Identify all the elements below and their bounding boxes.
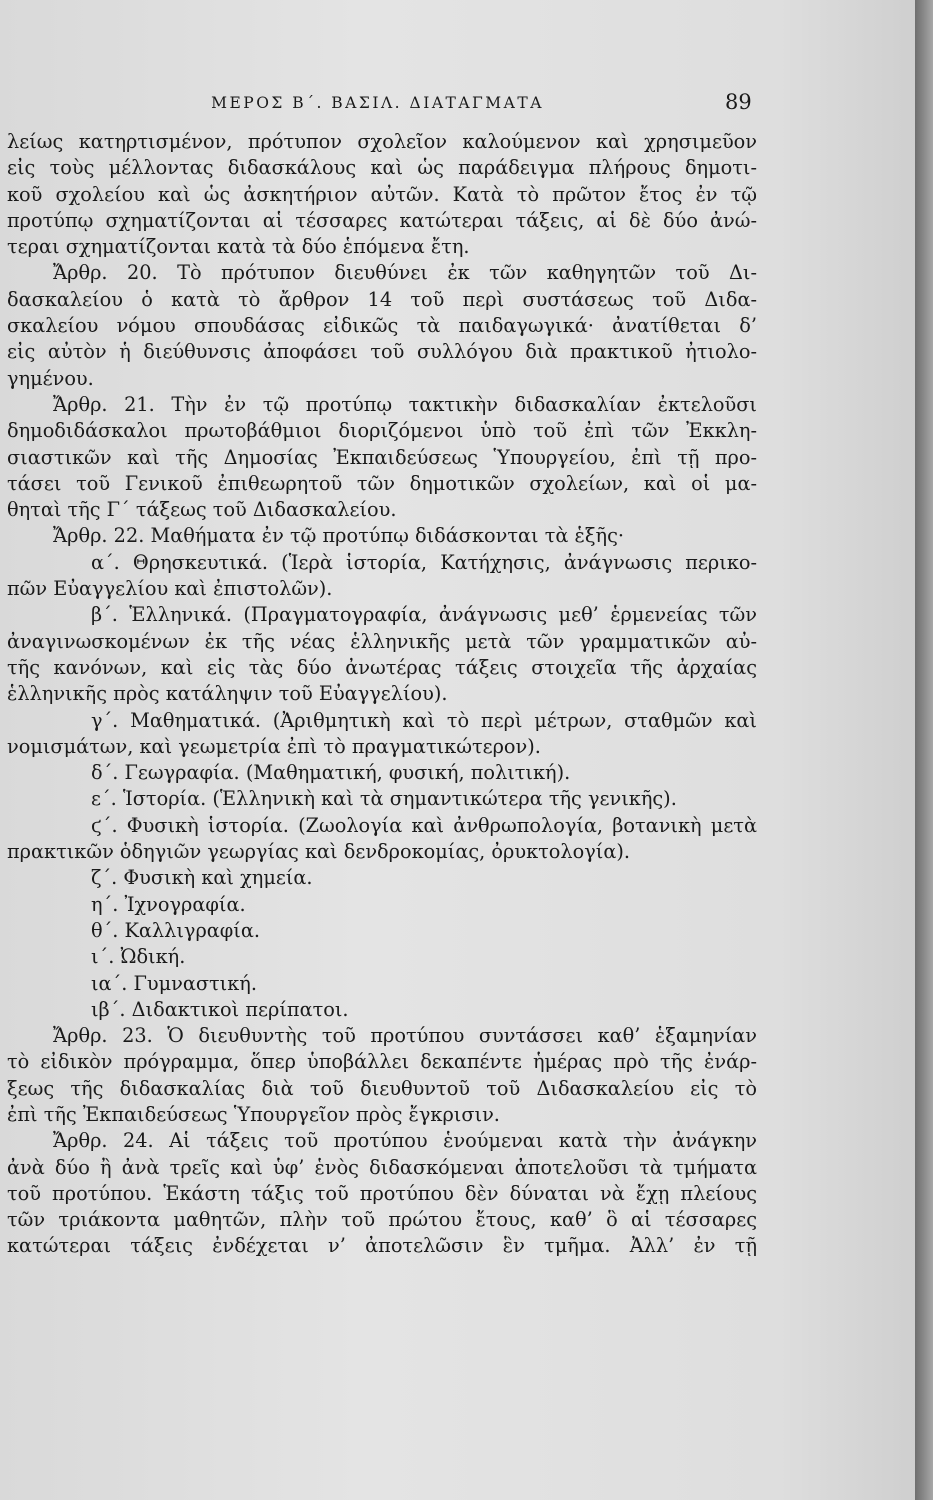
text-line: Ἄρθρ. 22. Μαθήματα ἐν τῷ προτύπῳ διδάσκονται τὰ ἑξῆς·	[53, 524, 624, 548]
text-line: σκαλείου νόμου σπουδάσας εἰδικῶς τὰ παιδαγωγικά· ἀνατίθεται δ’	[7, 314, 757, 338]
text-line: εἰς τοὺς μέλλοντας διδασκάλους καὶ ὡς παράδειγμα πλήρους δημοτι-	[7, 156, 757, 180]
text-line: Ἄρθρ. 24. Αἱ τάξεις τοῦ προτύπου ἑνούμεναι κατὰ τὴν ἀνάγκην	[53, 1129, 757, 1153]
running-title: ΜΕΡΟΣ Β΄. ΒΑΣΙΛ. ΔΙΑΤΑΓΜΑΤΑ	[211, 94, 544, 112]
text-line: σιαστικῶν καὶ τῆς Δημοσίας Ἐκπαιδεύσεως Ὑπουργείου, ἐπὶ τῇ προ-	[7, 445, 757, 469]
text-line: νομισμάτων, καὶ γεωμετρία ἐπὶ τὸ πραγματικώτερον).	[7, 734, 541, 758]
text-line: κοῦ σχολείου καὶ ὡς ἀσκητήριον αὐτῶν. Κατὰ τὸ πρῶτον ἔτος ἐν τῷ	[7, 182, 757, 206]
text-line: λείως κατηρτισμένον, πρότυπον σχολεῖον καλούμενον καὶ χρησιμεῦον	[7, 130, 757, 153]
text-line: εἰς αὐτὸν ἡ διεύθυνσις ἀποφάσει τοῦ συλλόγου διὰ πρακτικοῦ ἠτιολο-	[7, 340, 757, 364]
text-line: προτύπῳ σχηματίζονται αἱ τέσσαρες κατώτεραι τάξεις, αἱ δὲ δύο ἀνώ-	[7, 208, 757, 232]
text-line: β΄. Ἑλληνικά. (Πραγματογραφία, ἀνάγνωσις μεθ’ ἑρμενείας τῶν	[91, 603, 757, 627]
text-line: ἑλληνικῆς πρὸς κατάληψιν τοῦ Εὐαγγελίου).	[7, 682, 448, 706]
text-line: τεραι σχηματίζονται κατὰ τὰ δύο ἑπόμενα ἔτη.	[7, 235, 470, 259]
text-line: ϛ΄. Φυσικὴ ἱστορία. (Ζωολογία καὶ ἀνθρωπολογία, βοτανικὴ μετὰ	[91, 813, 757, 837]
text-line: τῆς κανόνων, καὶ εἰς τὰς δύο ἀνωτέρας τάξεις στοιχεῖα τῆς ἀρχαίας	[7, 655, 757, 679]
page-edge-shadow	[915, 0, 933, 1500]
text-line: θηταὶ τῆς Γ΄ τάξεως τοῦ Διδασκαλείου.	[7, 498, 397, 522]
text-line: κατώτεραι τάξεις ἐνδέχεται ν’ ἀποτελῶσιν ἓν τμῆμα. Ἀλλ’ ἐν τῇ	[7, 1234, 757, 1258]
text-line: Ἄρθρ. 23. Ὁ διευθυντὴς τοῦ προτύπου συντάσσει καθ’ ἑξαμηνίαν	[53, 1024, 757, 1048]
text-line: ἀναγινωσκομένων ἐκ τῆς νέας ἑλληνικῆς μετὰ τῶν γραμματικῶν αὐ-	[7, 629, 757, 653]
text-line: δ΄. Γεωγραφία. (Μαθηματική, φυσική, πολιτική).	[91, 761, 571, 785]
text-line: ι΄. Ὠδική.	[91, 945, 186, 969]
text-line: ἀνὰ δύο ἢ ἀνὰ τρεῖς καὶ ὑφ’ ἑνὸς διδασκόμεναι ἀποτελοῦσι τὰ τμήματα	[7, 1155, 757, 1179]
text-line: ε΄. Ἱστορία. (Ἑλληνικὴ καὶ τὰ σημαντικώτερα τῆς γενικῆς).	[91, 787, 677, 811]
text-line: ξεως τῆς διδασκαλίας διὰ τοῦ διευθυντοῦ τοῦ Διδασκαλείου εἰς τὸ	[7, 1076, 757, 1100]
text-line: δημοδιδάσκαλοι πρωτοβάθμιοι διοριζόμενοι ὑπὸ τοῦ ἐπὶ τῶν Ἐκκλη-	[7, 419, 757, 443]
text-line: πῶν Εὐαγγελίου καὶ ἐπιστολῶν).	[7, 577, 333, 601]
running-head	[0, 88, 915, 122]
text-line: δασκαλείου ὁ κατὰ τὸ ἄρθρον 14 τοῦ περὶ συστάσεως τοῦ Διδα-	[7, 287, 757, 311]
text-line: γ΄. Μαθηματικά. (Ἀριθμητικὴ καὶ τὸ περὶ μέτρων, σταθμῶν καὶ	[91, 708, 757, 732]
text-line: πρακτικῶν ὁδηγιῶν γεωργίας καὶ δενδροκομίας, ὀρυκτολογία).	[7, 840, 630, 864]
text-line: γημένου.	[7, 366, 94, 390]
text-line: Ἄρθρ. 20. Τὸ πρότυπον διευθύνει ἐκ τῶν καθηγητῶν τοῦ Δι-	[53, 261, 757, 285]
page-body-text	[7, 129, 757, 1260]
text-line: Ἄρθρ. 21. Τὴν ἐν τῷ προτύπῳ τακτικὴν διδασκαλίαν ἐκτελοῦσι	[53, 392, 757, 416]
page-number: 89	[725, 90, 752, 114]
text-line: τοῦ προτύπου. Ἑκάστη τάξις τοῦ προτύπου δὲν δύναται νὰ ἔχῃ πλείους	[7, 1181, 757, 1205]
text-line: α΄. Θρησκευτικά. (Ἱερὰ ἱστορία, Κατήχησις, ἀνάγνωσις περικο-	[91, 550, 757, 574]
text-line: ἐπὶ τῆς Ἐκπαιδεύσεως Ὑπουργεῖον πρὸς ἔγκρισιν.	[7, 1102, 500, 1126]
text-line: θ΄. Καλλιγραφία.	[91, 918, 261, 942]
text-line: τάσει τοῦ Γενικοῦ ἐπιθεωρητοῦ τῶν δημοτικῶν σχολείων, καὶ οἱ μα-	[7, 471, 757, 495]
text-line: ιβ΄. Διδακτικοὶ περίπατοι.	[91, 997, 349, 1021]
text-line: τῶν τριάκοντα μαθητῶν, πλὴν τοῦ πρώτου ἔτους, καθ’ ὃ αἱ τέσσαρες	[7, 1208, 757, 1232]
text-line: η΄. Ἰχνογραφία.	[91, 892, 246, 916]
text-line: ια΄. Γυμναστική.	[91, 971, 257, 995]
text-line: ζ΄. Φυσικὴ καὶ χημεία.	[91, 866, 313, 890]
text-line: τὸ εἰδικὸν πρόγραμμα, ὅπερ ὑποβάλλει δεκαπέντε ἡμέρας πρὸ τῆς ἐνάρ-	[7, 1050, 757, 1074]
